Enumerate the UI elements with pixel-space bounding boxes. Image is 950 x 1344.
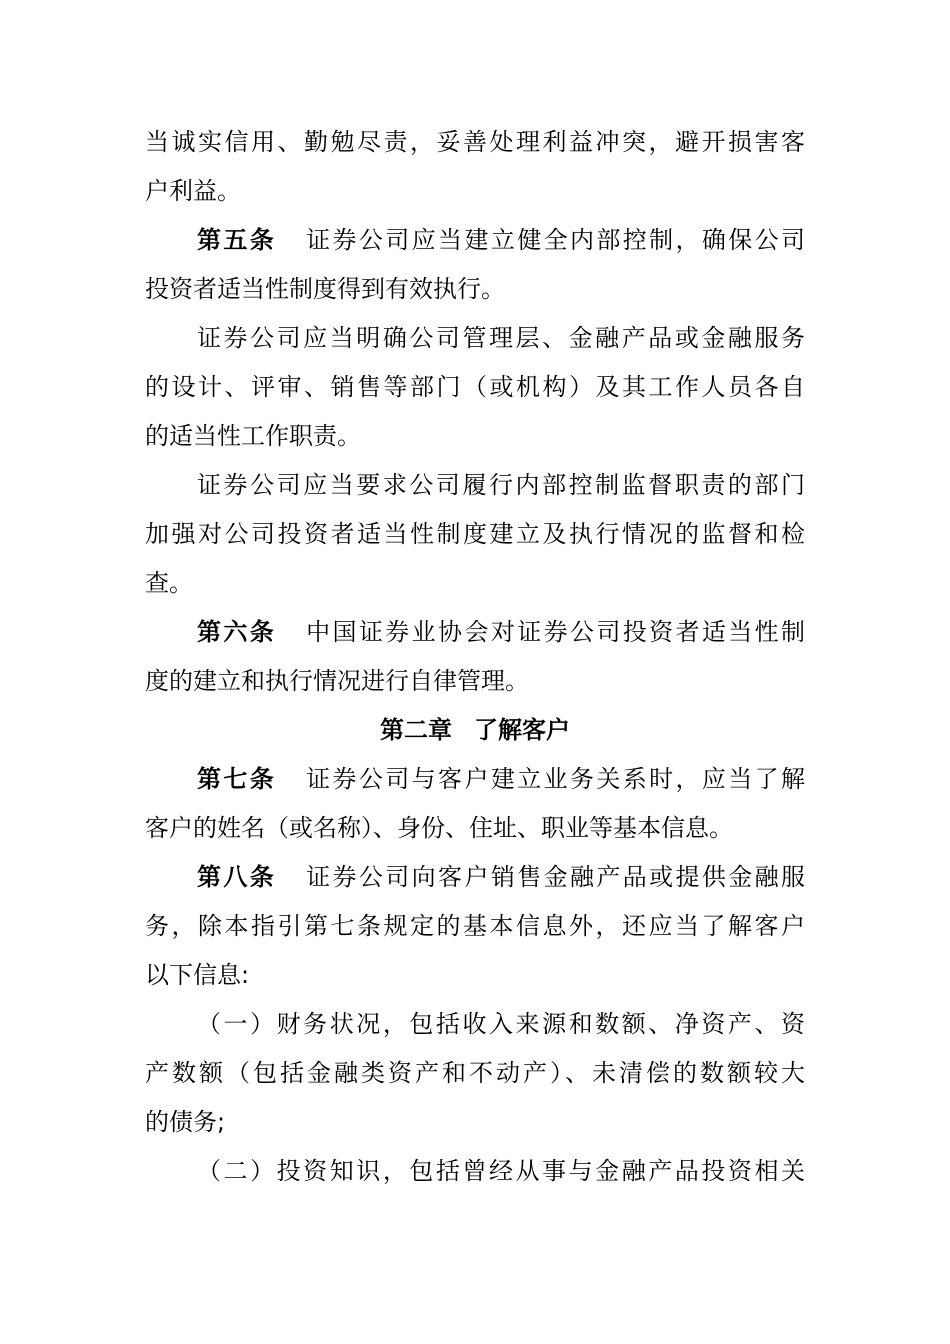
article-5-paragraph-3 bbox=[145, 461, 805, 608]
article-heading: 第五条 bbox=[197, 226, 277, 254]
paragraph-continuation bbox=[145, 118, 805, 216]
text-line: 的债务; bbox=[145, 1108, 226, 1136]
text-line: 证券公司应当建立健全内部控制，确保公司 bbox=[306, 226, 806, 254]
text-line: 客户的姓名（或名称）、身份、住址、职业等基本信息。 bbox=[145, 814, 733, 842]
text-line: 的设计、评审、销售等部门（或机构）及其工作人员各自 bbox=[145, 373, 805, 401]
chapter-title: 了解客户 bbox=[474, 716, 570, 744]
text-line: 当诚实信用、勤勉尽责，妥善处理利益冲突，避开损害客 bbox=[145, 128, 805, 156]
article-7 bbox=[145, 755, 805, 853]
article-5 bbox=[145, 216, 805, 314]
text-line: 的适当性工作职责。 bbox=[145, 422, 361, 450]
text-line: 证券公司应当明确公司管理层、金融产品或金融服务 bbox=[197, 324, 805, 352]
text-line: 证券公司向客户销售金融产品或提供金融服 bbox=[306, 863, 806, 891]
text-line: 证券公司应当要求公司履行内部控制监督职责的部门 bbox=[197, 471, 805, 499]
article-6 bbox=[145, 608, 805, 706]
text-line: 查。 bbox=[145, 569, 193, 597]
text-line: 度的建立和执行情况进行自律管理。 bbox=[145, 667, 529, 695]
list-item-1 bbox=[145, 1000, 805, 1147]
chapter-heading bbox=[145, 706, 805, 755]
chapter-number: 第二章 bbox=[380, 716, 452, 744]
text-line: 产数额（包括金融类资产和不动产）、未清偿的数额较大 bbox=[145, 1059, 805, 1087]
text-line: 中国证券业协会对证券公司投资者适当性制 bbox=[306, 618, 806, 646]
text-line: 投资者适当性制度得到有效执行。 bbox=[145, 275, 505, 303]
text-line: （二）投资知识，包括曾经从事与金融产品投资相关 bbox=[197, 1157, 805, 1185]
article-heading: 第八条 bbox=[197, 863, 277, 891]
article-5-paragraph-2 bbox=[145, 314, 805, 461]
text-line: （一）财务状况，包括收入来源和数额、净资产、资 bbox=[197, 1010, 805, 1038]
text-line: 务，除本指引第七条规定的基本信息外，还应当了解客户 bbox=[145, 912, 805, 940]
list-item-2 bbox=[145, 1147, 805, 1196]
text-line: 户利益。 bbox=[145, 177, 241, 205]
document-page bbox=[145, 118, 805, 1196]
text-line: 加强对公司投资者适当性制度建立及执行情况的监督和检 bbox=[145, 520, 805, 548]
text-line: 证券公司与客户建立业务关系时，应当了解 bbox=[306, 765, 806, 793]
article-8 bbox=[145, 853, 805, 1000]
text-line: 以下信息: bbox=[145, 961, 250, 989]
article-heading: 第七条 bbox=[197, 765, 277, 793]
article-heading: 第六条 bbox=[197, 618, 277, 646]
